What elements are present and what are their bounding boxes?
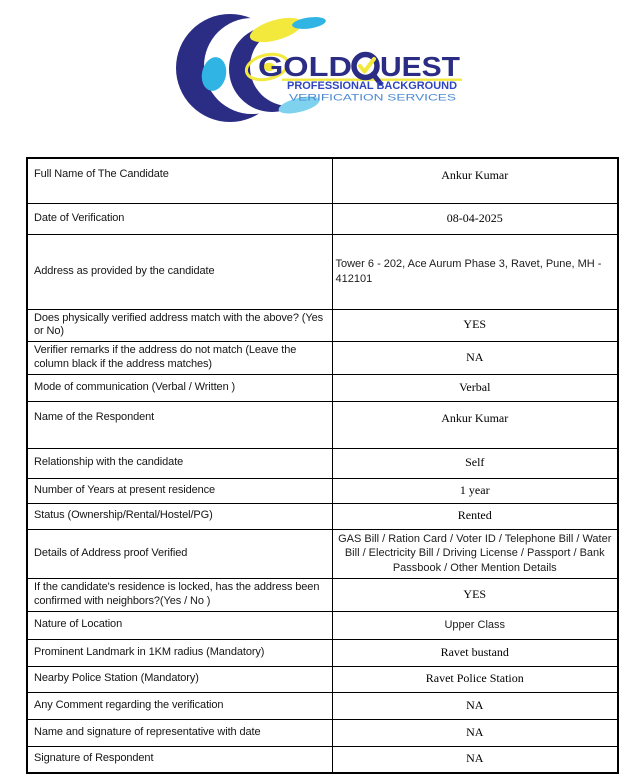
field-label: Name of the Respondent — [27, 401, 332, 448]
field-value: YES — [332, 309, 618, 342]
field-label: Verifier remarks if the address do not match (Leave the column black if the address matches) — [27, 342, 332, 375]
table-row — [27, 666, 618, 692]
table-row — [27, 342, 618, 375]
logo-brand-gold: GOLD — [258, 51, 352, 82]
table-row — [27, 478, 618, 503]
field-value: NA — [332, 719, 618, 746]
field-label: Any Comment regarding the verification — [27, 692, 332, 719]
field-label: Address as provided by the candidate — [27, 234, 332, 309]
logo-tagline-professional-background: PROFESSIONAL BACKGROUND — [287, 80, 458, 92]
field-value: Ankur Kumar — [332, 401, 618, 448]
logo-tagline-verification-services: VERIFICATION SERVICES — [289, 92, 456, 104]
field-label: Nature of Location — [27, 611, 332, 639]
field-value: 08-04-2025 — [332, 203, 618, 234]
field-label: Does physically verified address match with the above? (Yes or No) — [27, 309, 332, 342]
table-row — [27, 611, 618, 639]
table-row — [27, 503, 618, 529]
table-row — [27, 746, 618, 773]
field-value: Ravet bustand — [332, 639, 618, 666]
field-value: Ankur Kumar — [332, 158, 618, 203]
table-row — [27, 309, 618, 342]
field-value: NA — [332, 692, 618, 719]
field-value: 1 year — [332, 478, 618, 503]
field-value: Upper Class — [332, 611, 618, 639]
table-row — [27, 374, 618, 401]
table-row — [27, 158, 618, 203]
table-row — [27, 448, 618, 478]
logo-q-checkmark-icon — [360, 59, 374, 72]
field-value: Rented — [332, 503, 618, 529]
table-row — [27, 401, 618, 448]
field-value: GAS Bill / Ration Card / Voter ID / Telephone Bill / Water Bill / Electricity Bill / Driving License / Passport / Bank Passbook / Other Mention Details — [332, 529, 618, 579]
goldquest-logo-graphic — [172, 12, 472, 127]
table-row — [27, 639, 618, 666]
verification-table — [26, 157, 619, 774]
field-value: Self — [332, 448, 618, 478]
field-value: NA — [332, 342, 618, 375]
table-row — [27, 692, 618, 719]
table-row — [27, 234, 618, 309]
field-label: Nearby Police Station (Mandatory) — [27, 666, 332, 692]
goldquest-logo — [172, 12, 472, 127]
table-row — [27, 203, 618, 234]
field-label: Number of Years at present residence — [27, 478, 332, 503]
table-row — [27, 719, 618, 746]
field-value: Verbal — [332, 374, 618, 401]
field-label: Details of Address proof Verified — [27, 529, 332, 579]
field-label: If the candidate's residence is locked, has the address been confirmed with neighbors?(Yes / No ) — [27, 579, 332, 612]
table-row — [27, 529, 618, 579]
field-label: Name and signature of representative with date — [27, 719, 332, 746]
field-label: Mode of communication (Verbal / Written ) — [27, 374, 332, 401]
table-row — [27, 579, 618, 612]
field-value: Ravet Police Station — [332, 666, 618, 692]
logo-brand-uest: UEST — [380, 51, 460, 82]
field-value: Tower 6 - 202, Ace Aurum Phase 3, Ravet, Pune, MH - 412101 — [332, 234, 618, 309]
field-value: YES — [332, 579, 618, 612]
field-label: Prominent Landmark in 1KM radius (Mandatory) — [27, 639, 332, 666]
field-label: Date of Verification — [27, 203, 332, 234]
field-label: Full Name of The Candidate — [27, 158, 332, 203]
field-label: Signature of Respondent — [27, 746, 332, 773]
field-label: Relationship with the candidate — [27, 448, 332, 478]
field-label: Status (Ownership/Rental/Hostel/PG) — [27, 503, 332, 529]
field-value: NA — [332, 746, 618, 773]
